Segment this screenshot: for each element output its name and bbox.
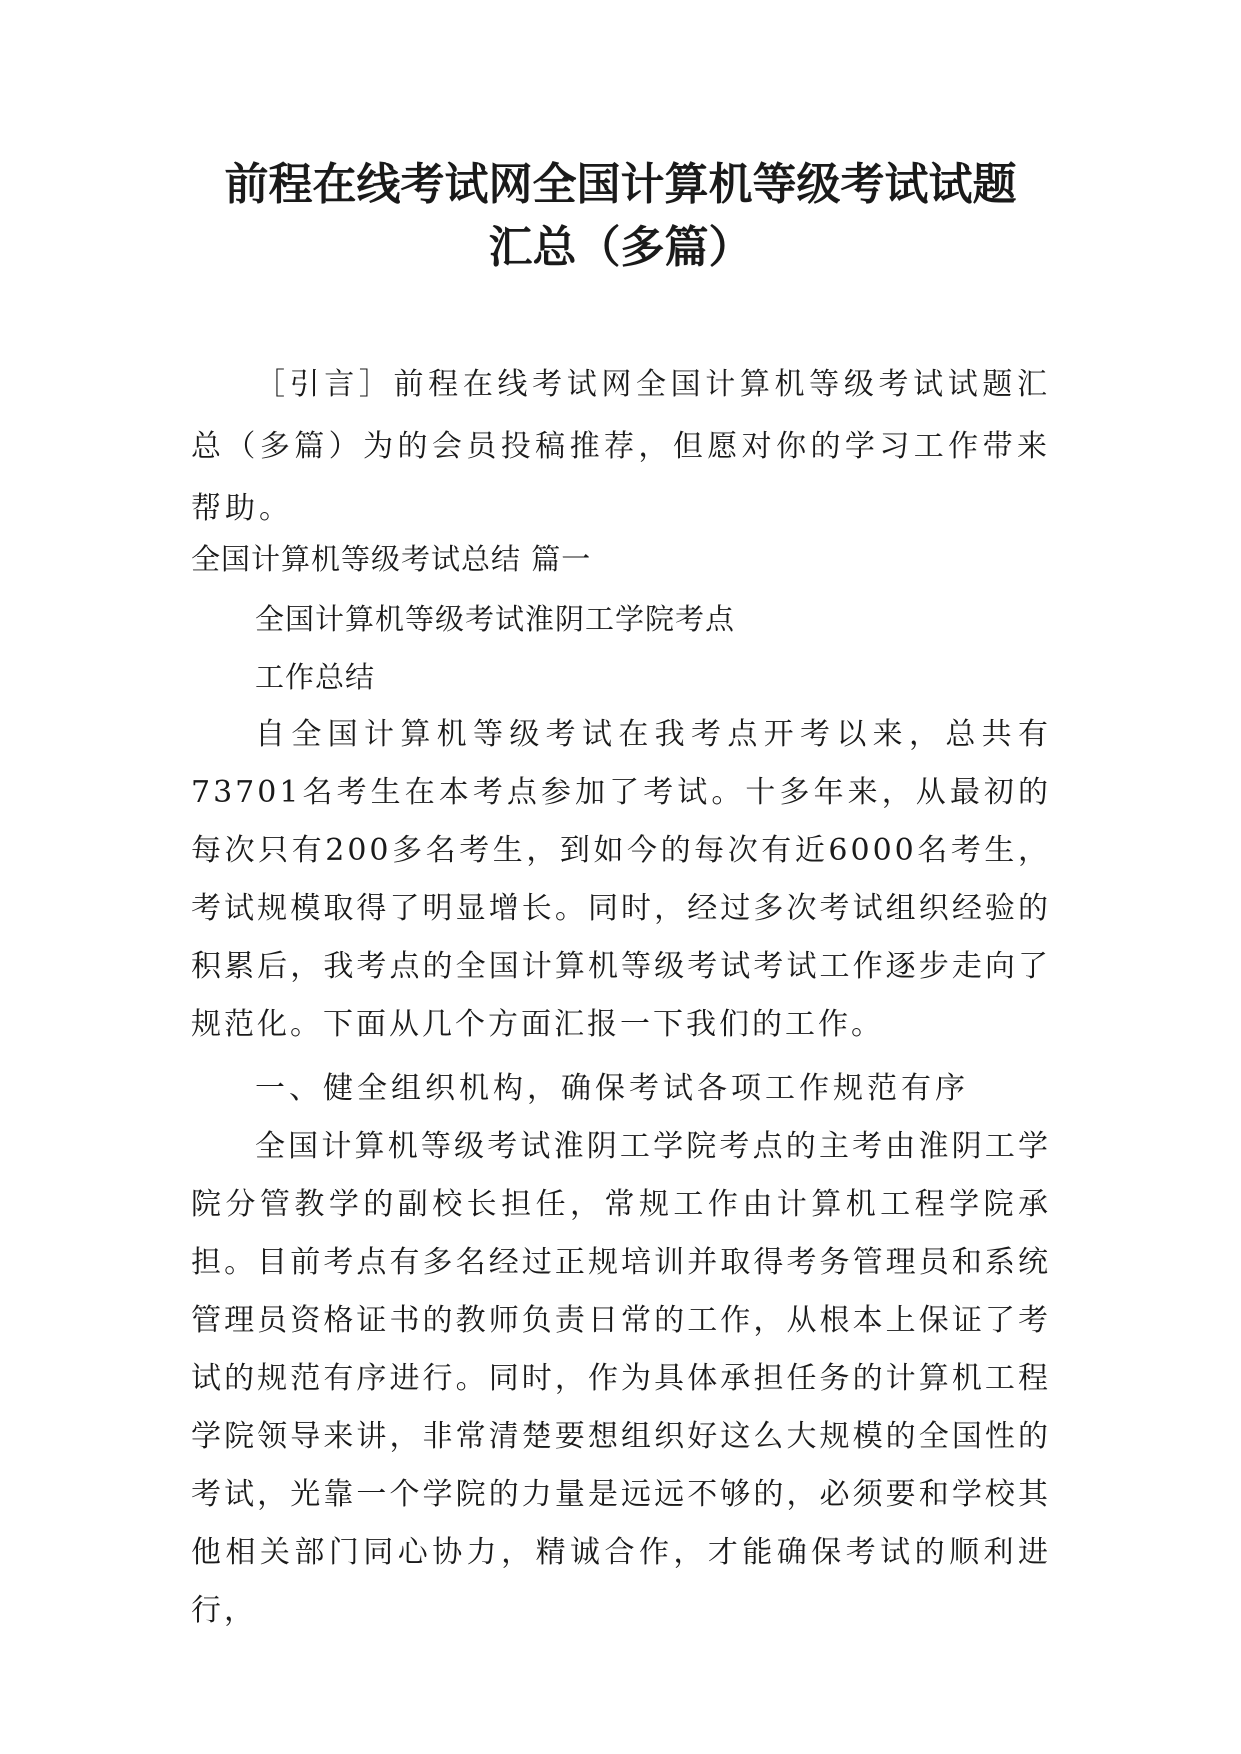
intro-paragraph: ［引言］前程在线考试网全国计算机等级考试试题汇总（多篇）为的会员投稿推荐，但愿对你的学习工作带来帮助。 (191, 367, 1051, 526)
report-subtitle-2: 工作总结 (255, 660, 376, 694)
document-title-line-1: 前程在线考试网全国计算机等级考试试题 (224, 159, 1017, 210)
body-paragraph-2: 全国计算机等级考试淮阴工学院考点的主考由淮阴工学院分管教学的副校长担任，常规工作由计算机工程学院承担。目前考点有多名经过正规培训并取得考务管理员和系统管理员资格证书的教师负责日常的工作，从根本上保证了考试的规范有序进行。同时，作为具体承担任务的计算机工程学院领导来讲，非常清楚要想组织好这么大规模的全国性的考试，光靠一个学院的力量是远远不够的，必须要和学校其他相关部门同心协力，精诚合作，才能确保考试的顺利进行， (191, 1129, 1051, 1628)
document-title-line-2: 汇总（多篇） (488, 222, 753, 273)
section-heading: 全国计算机等级考试总结 篇一 (191, 542, 592, 576)
body-paragraph-1: 自全国计算机等级考试在我考点开考以来，总共有73701名考生在本考点参加了考试。十多年来，从最初的每次只有200多名考生，到如今的每次有近6000名考生，考试规模取得了明显增长。同时，经过多次考试组织经验的积累后，我考点的全国计算机等级考试考试工作逐步走向了规范化。下面从几个方面汇报一下我们的工作。 (191, 717, 1051, 1042)
subsection-heading-1: 一、健全组织机构，确保考试各项工作规范有序 (255, 1071, 969, 1106)
report-subtitle-1: 全国计算机等级考试淮阴工学院考点 (255, 602, 736, 636)
